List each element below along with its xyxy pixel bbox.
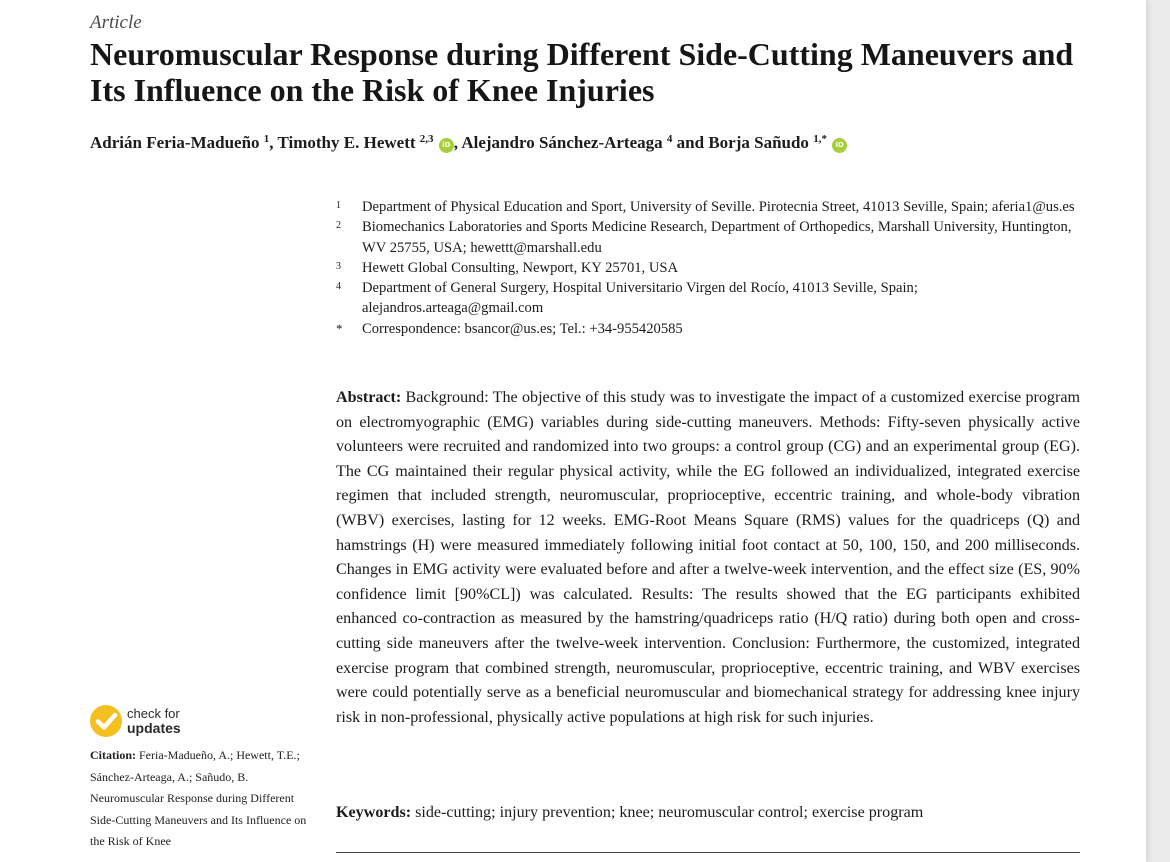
check-for-updates-button[interactable] — [90, 704, 181, 738]
updates-label: updates — [127, 720, 181, 736]
affiliation-item: 4 Department of General Surgery, Hospital Universitario Virgen del Rocío, 41013 Seville, Spain; alejandros.arteaga@gmail.com — [336, 280, 918, 317]
keywords-text: side-cutting; injury prevention; knee; neuromuscular control; exercise program — [415, 804, 924, 821]
affiliation-item: 3 Hewett Global Consulting, Newport, KY 25701, USA — [336, 259, 679, 276]
citation — [90, 745, 312, 853]
correspondence-item: * Correspondence: bsancor@us.es; Tel.: +34-955420585 — [336, 320, 683, 337]
citation-text: Feria-Madueño, A.; Hewett, T.E.; Sánchez-Arteaga, A.; Sañudo, B. Neuromuscular Response during Different Side-Cutting Maneuvers and Its Influence on the Risk of Knee — [90, 748, 307, 849]
keywords-label: Keywords: — [336, 804, 412, 821]
check-for-label: check for — [127, 706, 180, 721]
author-3[interactable]: Alejandro Sánchez-Arteaga $^4$ — [461, 133, 673, 152]
orcid-icon[interactable]: iD — [439, 138, 454, 153]
author-1[interactable]: Adrián Feria-Madueño $^1$ — [90, 133, 270, 152]
affiliation-list — [336, 197, 1081, 339]
author-list: Adrián Feria-Madueño $^1$, Timothy E. Hewett $^{2,3}$ iD , Alejandro Sánchez-Arteaga $^4$ and Borja Sañudo $^{1,*}$ iD — [90, 133, 1090, 153]
abstract-label: Abstract: — [336, 389, 402, 406]
abstract-text: Background: The objective of this study was to investigate the impact of a customized exercise program on electromyographic (EMG) variables during side-cutting maneuvers. Methods: Fifty-seven physically active volunteers were recruited and randomized into two groups: a control group (CG) and an experimental group (EG). The CG maintained their regular physical activity, while the EG followed an individualized, integrated exercise regimen that included strength, neuromuscular, proprioceptive, eccentric training, and whole-body vibration (WBV) exercises, lasting for 12 weeks. EMG-Root Means Square (RMS) values for the quadriceps (Q) and hamstrings (H) were measured immediately following initial foot contact at 50, 100, 150, and 200 milliseconds. Changes in EMG activity were evaluated before and after a twelve-week intervention, and the effect size (ES, 90% confidence limit [90%CL]) was calculated. Results: The results showed that the EG participants exhibited enhanced co-contraction as measured by the hamstring/quadriceps ratio (H/Q ratio) during both open and cross-cutting side maneuvers after the twelve-week intervention. Conclusion: Furthermore, the customized, integrated exercise program that combined strength, neuromuscular, proprioceptive, eccentric training, and WBV exercises were could potentially serve as a beneficial neuromuscular and biomechanical strategy for addressing knee injury risk in non-professional, physically active populations at high risk for such injuries. — [336, 389, 1081, 726]
article-title: Neuromuscular Response during Different Side-Cutting Maneuvers and Its Influence on the Risk of Knee Injuries — [90, 36, 1074, 108]
keywords — [336, 801, 1080, 825]
section-divider — [336, 852, 1080, 853]
citation-label: Citation: — [90, 748, 136, 762]
check-circle-icon — [90, 705, 122, 737]
affiliation-item: 1 Department of Physical Education and Sport, University of Seville. Pirotecnia Street, 41013 Seville, Spain; aferia1@us.es — [336, 199, 1075, 215]
author-2[interactable]: Timothy E. Hewett $^{2,3}$ iD — [277, 133, 453, 152]
author-4[interactable]: Borja Sañudo $^{1,*}$ iD — [708, 133, 847, 152]
orcid-icon[interactable]: iD — [832, 138, 847, 153]
affiliation-item: 2 Biomechanics Laboratories and Sports Medicine Research, Department of Orthopedics, Marshall University, Huntington, WV 25755, USA; hewettt@marshall.edu — [336, 219, 1072, 256]
article-type-label: Article — [90, 12, 142, 33]
abstract — [336, 386, 1080, 730]
